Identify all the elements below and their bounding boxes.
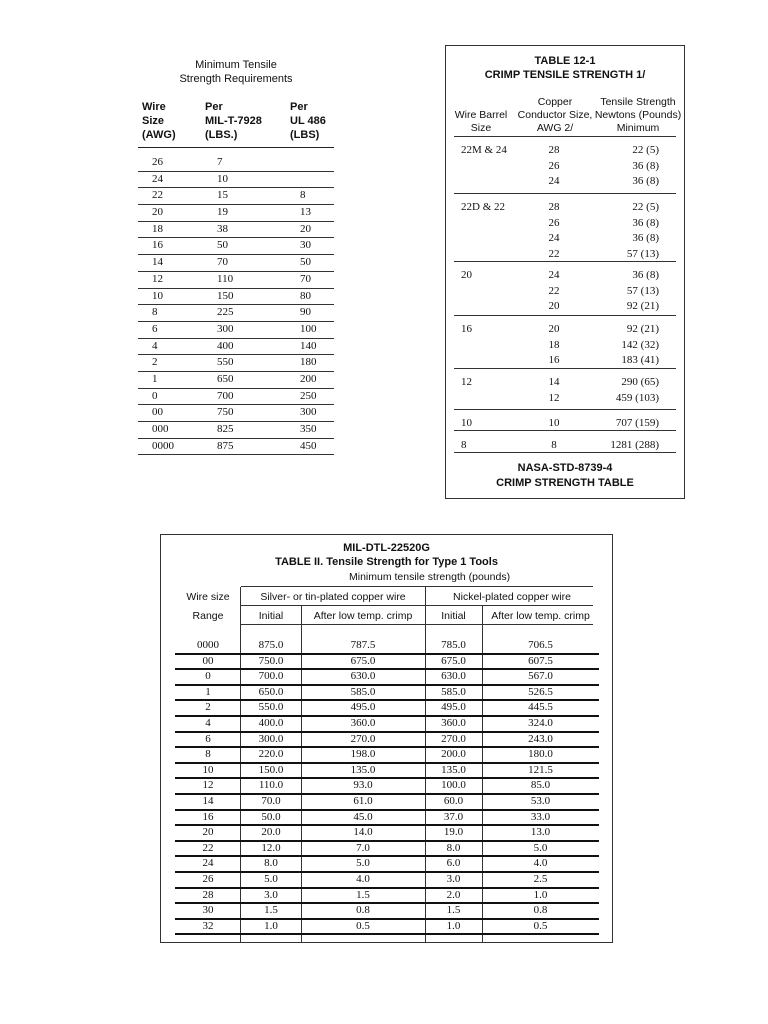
wire-barrel-size: 12 bbox=[461, 376, 472, 388]
wire-size-cell: 10 bbox=[202, 763, 214, 776]
table-row bbox=[138, 355, 334, 372]
ul-value-cell: 100 bbox=[300, 322, 317, 335]
ul-value-cell: 20 bbox=[300, 222, 311, 235]
silver-initial-cell: 1.0 bbox=[264, 919, 278, 932]
wire-size-cell: 16 bbox=[152, 239, 163, 252]
silver-after-cell: 270.0 bbox=[350, 732, 376, 745]
wire-size-cell: 4 bbox=[205, 717, 211, 729]
mil-value-cell: 70 bbox=[217, 256, 228, 269]
table1-header-ul: Per UL 486 (LBS) bbox=[290, 101, 326, 141]
table2-header-tensile: Tensile Strength Newtons (Pounds) Minimum bbox=[594, 96, 682, 134]
table-row bbox=[138, 172, 334, 189]
nickel-after-cell: 607.5 bbox=[528, 654, 553, 667]
silver-initial-cell: 50.0 bbox=[261, 810, 281, 823]
wire-size-cell: 14 bbox=[202, 795, 214, 807]
mil-value-cell: 750 bbox=[217, 406, 234, 419]
tensile-strength-cell: 183 (41) bbox=[621, 354, 659, 367]
nickel-after-cell: 53.0 bbox=[530, 795, 551, 807]
silver-after-cell: 45.0 bbox=[353, 810, 373, 823]
nickel-initial-cell: 1.5 bbox=[446, 904, 461, 917]
nickel-initial-cell: 37.0 bbox=[443, 810, 464, 823]
conductor-size-cell: 22 bbox=[548, 284, 560, 297]
silver-after-cell: 675.0 bbox=[350, 654, 376, 667]
table-row bbox=[175, 778, 599, 794]
table-row bbox=[454, 353, 676, 369]
ul-value-cell: 300 bbox=[300, 406, 317, 419]
table-row bbox=[175, 685, 599, 701]
nickel-after-cell: 5.0 bbox=[533, 841, 548, 854]
tensile-strength-cell: 92 (21) bbox=[626, 323, 659, 335]
table-row bbox=[454, 338, 676, 354]
table-row bbox=[454, 416, 676, 432]
table1-title-line1: Minimum Tensile bbox=[195, 59, 277, 71]
silver-initial-cell: 300.0 bbox=[258, 732, 284, 745]
table2-footer-line2: CRIMP STRENGTH TABLE bbox=[496, 477, 634, 489]
mil-value-cell: 110 bbox=[217, 272, 234, 285]
table-row bbox=[175, 638, 599, 654]
table3-group-rule bbox=[241, 605, 593, 606]
row-separator bbox=[454, 136, 676, 137]
table3-header-range: Range bbox=[192, 610, 224, 622]
wire-size-cell: 12 bbox=[152, 272, 163, 285]
nickel-initial-cell: 785.0 bbox=[441, 639, 466, 651]
mil-value-cell: 15 bbox=[217, 189, 228, 202]
mil-value-cell: 225 bbox=[217, 306, 234, 319]
mil-value-cell: 825 bbox=[217, 423, 234, 435]
nickel-initial-cell: 495.0 bbox=[441, 701, 466, 714]
table-row bbox=[175, 810, 599, 826]
tensile-strength-cell: 290 (65) bbox=[621, 376, 659, 388]
mil-value-cell: 700 bbox=[217, 389, 234, 402]
wire-size-cell: 22 bbox=[202, 841, 214, 854]
mil-value-cell: 300 bbox=[217, 322, 234, 335]
tensile-strength-cell: 57 (13) bbox=[626, 284, 659, 297]
table-row bbox=[175, 700, 599, 716]
table3-title-line2: TABLE II. Tensile Strength for Type 1 Tools bbox=[275, 556, 498, 568]
silver-initial-cell: 650.0 bbox=[258, 685, 284, 698]
conductor-size-cell: 20 bbox=[548, 300, 560, 313]
wire-size-cell: 24 bbox=[202, 857, 214, 870]
table-row bbox=[454, 159, 676, 175]
conductor-size-cell: 18 bbox=[548, 338, 560, 351]
table3-title-line1: MIL-DTL-22520G bbox=[343, 542, 430, 554]
wire-barrel-size: 16 bbox=[461, 323, 472, 335]
table2-title-line1: TABLE 12-1 bbox=[534, 55, 596, 67]
table-row bbox=[454, 322, 676, 338]
conductor-size-cell: 26 bbox=[548, 216, 560, 229]
conductor-size-cell: 20 bbox=[548, 323, 560, 335]
table3-header-nickel-group: Nickel-plated copper wire bbox=[453, 591, 571, 603]
nickel-initial-cell: 8.0 bbox=[446, 841, 461, 854]
silver-initial-cell: 20.0 bbox=[261, 826, 281, 839]
conductor-size-cell: 22 bbox=[548, 248, 560, 261]
silver-after-cell: 0.8 bbox=[356, 904, 370, 917]
tensile-strength-cell: 36 (8) bbox=[632, 216, 659, 229]
conductor-size-cell: 10 bbox=[548, 417, 560, 429]
table3-subtitle: Minimum tensile strength (pounds) bbox=[349, 571, 511, 583]
ul-value-cell: 140 bbox=[300, 339, 317, 352]
table2-footer-line1: NASA-STD-8739-4 bbox=[517, 462, 613, 474]
tensile-strength-cell: 36 (8) bbox=[632, 232, 659, 245]
mil-value-cell: 400 bbox=[217, 339, 234, 352]
table-row bbox=[175, 763, 599, 779]
wire-barrel-size: 22M & 24 bbox=[461, 144, 507, 156]
nickel-after-cell: 13.0 bbox=[530, 826, 551, 839]
ul-value-cell: 50 bbox=[300, 256, 311, 269]
table-row bbox=[138, 188, 334, 205]
nickel-after-cell: 324.0 bbox=[528, 717, 553, 729]
wire-size-cell: 6 bbox=[152, 322, 158, 335]
nickel-after-cell: 33.0 bbox=[530, 810, 551, 823]
wire-barrel-size: 8 bbox=[461, 439, 467, 451]
tensile-strength-cell: 459 (103) bbox=[615, 391, 659, 404]
silver-after-cell: 585.0 bbox=[350, 685, 376, 698]
conductor-size-cell: 26 bbox=[548, 159, 560, 172]
table2-header-wire-barrel: Wire Barrel Size bbox=[454, 109, 508, 134]
wire-size-cell: 000 bbox=[152, 423, 169, 435]
conductor-size-cell: 24 bbox=[548, 269, 560, 281]
nickel-after-cell: 2.5 bbox=[533, 873, 548, 885]
ul-value-cell: 13 bbox=[300, 206, 311, 219]
nickel-initial-cell: 2.0 bbox=[446, 888, 461, 901]
nickel-after-cell: 4.0 bbox=[533, 857, 548, 870]
silver-after-cell: 630.0 bbox=[350, 670, 376, 683]
table-row bbox=[138, 439, 334, 456]
wire-size-cell: 24 bbox=[152, 172, 163, 185]
table-row bbox=[454, 284, 676, 300]
tensile-strength-cell: 142 (32) bbox=[621, 338, 659, 351]
nickel-initial-cell: 100.0 bbox=[441, 779, 466, 792]
table-row bbox=[138, 155, 334, 172]
silver-initial-cell: 3.0 bbox=[264, 888, 278, 901]
mil-value-cell: 7 bbox=[217, 156, 223, 168]
nickel-after-cell: 526.5 bbox=[528, 685, 553, 698]
nickel-after-cell: 0.5 bbox=[533, 919, 548, 932]
mil-value-cell: 550 bbox=[217, 356, 234, 369]
table-row bbox=[138, 205, 334, 222]
wire-size-cell: 20 bbox=[202, 826, 214, 839]
table-row bbox=[454, 268, 676, 284]
wire-size-cell: 0 bbox=[152, 389, 158, 402]
table-row bbox=[454, 216, 676, 232]
conductor-size-cell: 24 bbox=[548, 232, 560, 245]
tensile-strength-cell: 57 (13) bbox=[626, 248, 659, 261]
nickel-after-cell: 706.5 bbox=[528, 639, 553, 651]
table-row bbox=[138, 372, 334, 389]
table1-header-wire-size: Wire Size (AWG) bbox=[142, 101, 176, 141]
tensile-strength-cell: 36 (8) bbox=[632, 269, 659, 281]
table3-header-silver-initial: Initial bbox=[258, 610, 284, 622]
table-row bbox=[175, 841, 599, 857]
silver-initial-cell: 5.0 bbox=[264, 873, 278, 885]
tensile-strength-cell: 36 (8) bbox=[632, 159, 659, 172]
table-row bbox=[138, 305, 334, 322]
silver-initial-cell: 875.0 bbox=[258, 639, 284, 651]
table-row bbox=[175, 732, 599, 748]
table-row bbox=[138, 272, 334, 289]
mil-value-cell: 50 bbox=[217, 239, 228, 252]
silver-initial-cell: 12.0 bbox=[261, 841, 281, 854]
wire-barrel-size: 20 bbox=[461, 269, 472, 281]
mil-value-cell: 150 bbox=[217, 289, 234, 302]
silver-initial-cell: 400.0 bbox=[258, 717, 284, 729]
wire-size-cell: 18 bbox=[152, 222, 163, 235]
table-row bbox=[175, 919, 599, 935]
ul-value-cell: 30 bbox=[300, 239, 311, 252]
conductor-size-cell: 8 bbox=[551, 439, 557, 451]
wire-size-cell: 30 bbox=[202, 904, 214, 917]
table1-body bbox=[138, 155, 334, 455]
conductor-size-cell: 14 bbox=[548, 376, 560, 388]
conductor-size-cell: 24 bbox=[548, 175, 560, 188]
ul-value-cell: 200 bbox=[300, 372, 317, 385]
tensile-strength-cell: 1281 (288) bbox=[610, 439, 659, 451]
nickel-initial-cell: 135.0 bbox=[441, 763, 466, 776]
tensile-strength-cell: 92 (21) bbox=[626, 300, 659, 313]
table3-subtitle-rule bbox=[241, 586, 593, 587]
row-separator bbox=[454, 409, 676, 410]
wire-size-cell: 4 bbox=[152, 339, 158, 352]
wire-size-cell: 22 bbox=[152, 189, 163, 202]
table-row bbox=[175, 903, 599, 919]
nickel-after-cell: 0.8 bbox=[533, 904, 548, 917]
mil-value-cell: 10 bbox=[217, 172, 228, 185]
nickel-after-cell: 85.0 bbox=[530, 779, 551, 792]
tensile-strength-cell: 22 (5) bbox=[632, 144, 659, 156]
silver-initial-cell: 1.5 bbox=[264, 904, 278, 917]
wire-size-cell: 00 bbox=[202, 654, 214, 667]
table2-title-line2: CRIMP TENSILE STRENGTH 1/ bbox=[484, 69, 646, 81]
table-row bbox=[138, 255, 334, 272]
table-row bbox=[175, 654, 599, 670]
table-row bbox=[454, 247, 676, 263]
silver-initial-cell: 220.0 bbox=[258, 748, 284, 761]
silver-after-cell: 135.0 bbox=[350, 763, 376, 776]
nickel-after-cell: 1.0 bbox=[533, 888, 548, 901]
nickel-initial-cell: 1.0 bbox=[446, 919, 461, 932]
ul-value-cell: 350 bbox=[300, 423, 317, 435]
silver-initial-cell: 110.0 bbox=[258, 779, 284, 792]
wire-size-cell: 0000 bbox=[152, 439, 174, 452]
tensile-strength-cell: 707 (159) bbox=[615, 417, 659, 429]
mil-value-cell: 875 bbox=[217, 439, 234, 452]
wire-size-cell: 32 bbox=[202, 919, 214, 932]
table-row bbox=[454, 375, 676, 391]
nickel-after-cell: 567.0 bbox=[528, 670, 553, 683]
wire-barrel-size: 22D & 22 bbox=[461, 201, 505, 213]
wire-size-cell: 12 bbox=[202, 779, 214, 792]
silver-after-cell: 787.5 bbox=[350, 639, 376, 651]
table-row bbox=[454, 200, 676, 216]
table-row bbox=[454, 299, 676, 315]
table-row bbox=[175, 856, 599, 872]
nickel-after-cell: 243.0 bbox=[528, 732, 553, 745]
crimp-tensile-table bbox=[445, 45, 685, 499]
row-separator bbox=[454, 315, 676, 316]
wire-size-cell: 26 bbox=[202, 873, 214, 885]
table1-top-rule bbox=[138, 147, 334, 148]
table1-header-mil: Per MIL-T-7928 (LBS.) bbox=[205, 101, 262, 141]
nickel-initial-cell: 270.0 bbox=[441, 732, 466, 745]
wire-size-cell: 0000 bbox=[197, 639, 219, 651]
mil-value-cell: 650 bbox=[217, 372, 234, 385]
silver-after-cell: 495.0 bbox=[350, 701, 376, 714]
table3-header-wire-size: Wire size bbox=[186, 591, 230, 603]
ul-value-cell: 180 bbox=[300, 356, 317, 369]
tensile-strength-cell: 22 (5) bbox=[632, 201, 659, 213]
wire-size-cell: 14 bbox=[152, 256, 163, 269]
nickel-initial-cell: 630.0 bbox=[441, 670, 466, 683]
table-row bbox=[138, 289, 334, 306]
silver-after-cell: 93.0 bbox=[353, 779, 373, 792]
table-row bbox=[175, 888, 599, 904]
table-row bbox=[138, 389, 334, 406]
table-row bbox=[138, 339, 334, 356]
wire-size-cell: 8 bbox=[205, 748, 211, 761]
wire-size-cell: 16 bbox=[202, 810, 214, 823]
nickel-initial-cell: 585.0 bbox=[441, 685, 466, 698]
silver-initial-cell: 550.0 bbox=[258, 701, 284, 714]
silver-after-cell: 61.0 bbox=[353, 795, 373, 807]
silver-after-cell: 7.0 bbox=[356, 841, 370, 854]
wire-size-cell: 00 bbox=[152, 406, 163, 419]
nickel-after-cell: 121.5 bbox=[528, 763, 553, 776]
type1-tools-table bbox=[160, 534, 613, 943]
nickel-initial-cell: 60.0 bbox=[443, 795, 464, 807]
wire-size-cell: 8 bbox=[152, 306, 158, 319]
ul-value-cell: 450 bbox=[300, 439, 317, 452]
nickel-initial-cell: 3.0 bbox=[446, 873, 461, 885]
table-row bbox=[454, 391, 676, 407]
table-row bbox=[175, 669, 599, 685]
ul-value-cell: 8 bbox=[300, 189, 306, 202]
silver-after-cell: 1.5 bbox=[356, 888, 370, 901]
silver-after-cell: 5.0 bbox=[356, 857, 370, 870]
nickel-initial-cell: 675.0 bbox=[441, 654, 466, 667]
table3-header-silver-group: Silver- or tin-plated copper wire bbox=[260, 591, 406, 603]
table-row bbox=[175, 794, 599, 810]
conductor-size-cell: 12 bbox=[548, 391, 560, 404]
table-row bbox=[175, 825, 599, 841]
table-row bbox=[175, 716, 599, 732]
wire-size-cell: 2 bbox=[205, 701, 211, 714]
nickel-initial-cell: 19.0 bbox=[443, 826, 464, 839]
silver-after-cell: 198.0 bbox=[350, 748, 376, 761]
silver-after-cell: 0.5 bbox=[356, 919, 370, 932]
row-rule bbox=[175, 933, 599, 935]
wire-size-cell: 6 bbox=[205, 732, 211, 745]
wire-size-cell: 20 bbox=[152, 206, 163, 219]
silver-initial-cell: 150.0 bbox=[258, 763, 284, 776]
table-row bbox=[175, 747, 599, 763]
wire-size-cell: 2 bbox=[152, 356, 158, 369]
mil-value-cell: 19 bbox=[217, 206, 228, 219]
table-row bbox=[175, 872, 599, 888]
wire-size-cell: 26 bbox=[152, 156, 163, 168]
conductor-size-cell: 28 bbox=[548, 144, 560, 156]
table3-subheader-rule bbox=[241, 624, 593, 625]
table-row bbox=[138, 405, 334, 422]
table-row bbox=[138, 422, 334, 439]
wire-size-cell: 28 bbox=[202, 888, 214, 901]
mil-value-cell: 38 bbox=[217, 222, 228, 235]
table1-title-line2: Strength Requirements bbox=[179, 73, 293, 85]
table-row bbox=[138, 322, 334, 339]
silver-initial-cell: 750.0 bbox=[258, 654, 284, 667]
silver-after-cell: 14.0 bbox=[353, 826, 373, 839]
nickel-initial-cell: 200.0 bbox=[441, 748, 466, 761]
wire-barrel-size: 10 bbox=[461, 417, 472, 429]
table-row bbox=[454, 143, 676, 159]
silver-initial-cell: 700.0 bbox=[258, 670, 284, 683]
conductor-size-cell: 28 bbox=[548, 201, 560, 213]
wire-size-cell: 1 bbox=[205, 685, 211, 698]
wire-size-cell: 1 bbox=[152, 372, 158, 385]
ul-value-cell: 80 bbox=[300, 289, 311, 302]
table-row bbox=[454, 438, 676, 454]
table2-header-conductor: Copper Conductor Size, AWG 2/ bbox=[517, 96, 593, 134]
silver-initial-cell: 8.0 bbox=[264, 857, 278, 870]
nickel-after-cell: 180.0 bbox=[528, 748, 553, 761]
table-row bbox=[454, 231, 676, 247]
ul-value-cell: 250 bbox=[300, 389, 317, 402]
wire-size-cell: 10 bbox=[152, 289, 163, 302]
nickel-initial-cell: 360.0 bbox=[441, 717, 466, 729]
table3-header-nickel-after: After low temp. crimp bbox=[491, 610, 590, 622]
table3-header-nickel-initial: Initial bbox=[441, 610, 466, 622]
nickel-initial-cell: 6.0 bbox=[446, 857, 461, 870]
silver-after-cell: 360.0 bbox=[350, 717, 376, 729]
nickel-after-cell: 445.5 bbox=[528, 701, 553, 714]
table3-header-silver-after: After low temp. crimp bbox=[313, 610, 413, 622]
ul-value-cell: 90 bbox=[300, 306, 311, 319]
silver-initial-cell: 70.0 bbox=[261, 795, 281, 807]
row-separator bbox=[454, 193, 676, 194]
tensile-strength-cell: 36 (8) bbox=[632, 175, 659, 188]
silver-after-cell: 4.0 bbox=[356, 873, 370, 885]
ul-value-cell: 70 bbox=[300, 272, 311, 285]
wire-size-cell: 0 bbox=[205, 670, 211, 683]
table-row bbox=[138, 238, 334, 255]
conductor-size-cell: 16 bbox=[548, 354, 560, 367]
table-row bbox=[454, 174, 676, 190]
table-row bbox=[138, 222, 334, 239]
